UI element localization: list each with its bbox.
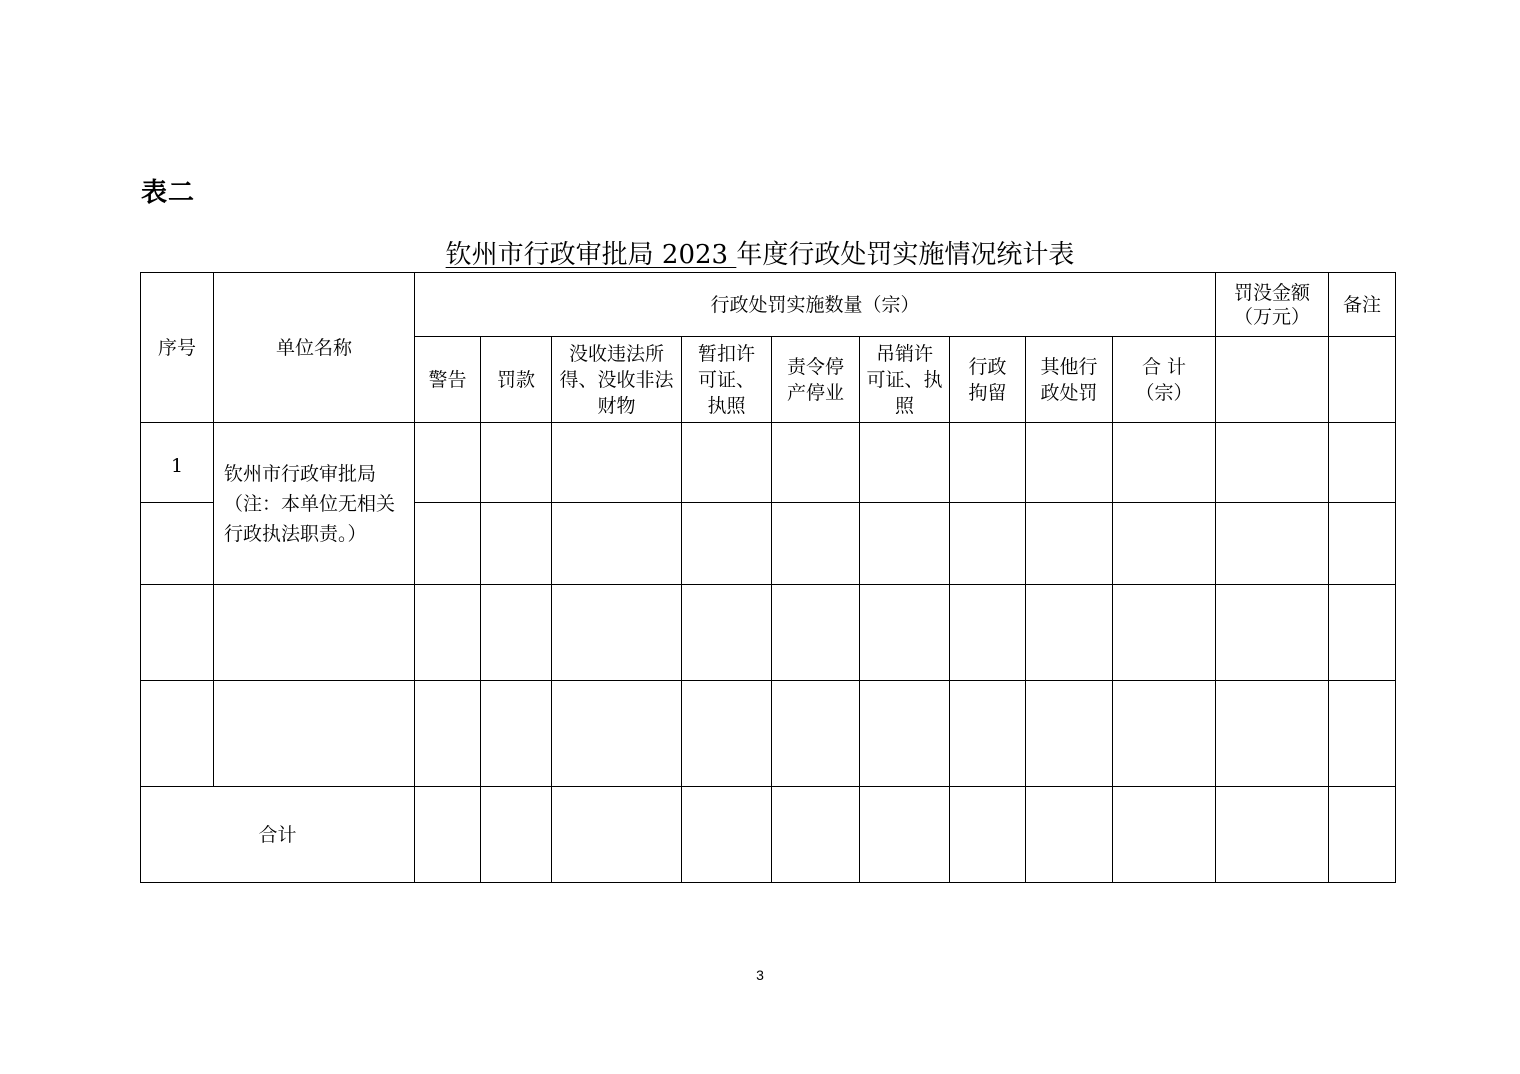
empty-cell [481, 585, 552, 681]
header-penalty-count-group: 行政处罚实施数量（宗） [415, 273, 1216, 337]
empty-cell [950, 503, 1026, 585]
empty-cell [682, 585, 772, 681]
document-title [0, 234, 1520, 271]
header-production-halt: 责令停 产停业 [772, 337, 860, 423]
empty-cell [1329, 585, 1396, 681]
empty-cell [682, 423, 772, 503]
empty-cell [415, 503, 481, 585]
empty-cell [481, 681, 552, 787]
empty-cell [415, 787, 481, 883]
row-seq: 1 [141, 423, 214, 503]
empty-cell [950, 681, 1026, 787]
empty-cell [1329, 681, 1396, 787]
empty-cell [214, 681, 415, 787]
empty-cell [415, 585, 481, 681]
empty-cell [1113, 423, 1216, 503]
empty-cell [772, 423, 860, 503]
header-fine-amount: 罚没金额 （万元） [1216, 273, 1329, 337]
empty-cell [1026, 423, 1113, 503]
statistics-table [140, 272, 1396, 883]
empty-cell [1026, 681, 1113, 787]
header-fine: 罚款 [481, 337, 552, 423]
empty-cell [1216, 681, 1329, 787]
total-label: 合计 [141, 787, 415, 883]
empty-cell [772, 787, 860, 883]
empty-cell [860, 423, 950, 503]
table-row [141, 423, 1396, 503]
empty-cell [415, 681, 481, 787]
empty-cell [682, 681, 772, 787]
total-row [141, 787, 1396, 883]
empty-cell [1329, 423, 1396, 503]
empty-cell [1216, 585, 1329, 681]
empty-cell [1026, 787, 1113, 883]
empty-cell [1329, 337, 1396, 423]
header-other-penalty: 其他行 政处罚 [1026, 337, 1113, 423]
empty-cell [950, 585, 1026, 681]
empty-cell [552, 585, 682, 681]
header-remark: 备注 [1329, 273, 1396, 337]
header-total-count: 合 计 （宗） [1113, 337, 1216, 423]
empty-cell [552, 787, 682, 883]
empty-cell [860, 585, 950, 681]
header-seq: 序号 [141, 273, 214, 423]
empty-cell [481, 423, 552, 503]
header-license-revocation: 吊销许 可证、执 照 [860, 337, 950, 423]
empty-cell [860, 681, 950, 787]
empty-cell [1216, 787, 1329, 883]
empty-cell [772, 681, 860, 787]
page-number: 3 [756, 967, 764, 983]
empty-cell [1113, 585, 1216, 681]
empty-cell [214, 585, 415, 681]
empty-cell [1216, 503, 1329, 585]
table-number: 表二 [141, 178, 196, 208]
empty-cell [1026, 585, 1113, 681]
header-unit-name: 单位名称 [214, 273, 415, 423]
empty-cell [682, 503, 772, 585]
empty-cell [552, 423, 682, 503]
empty-cell [415, 423, 481, 503]
header-warning: 警告 [415, 337, 481, 423]
empty-cell [860, 503, 950, 585]
empty-cell [682, 787, 772, 883]
table-row [141, 585, 1396, 681]
empty-cell [1026, 503, 1113, 585]
table-row [141, 681, 1396, 787]
title-part-1: 钦州市行政审批局 2023 [445, 240, 737, 270]
header-license-suspension: 暂扣许 可证、 执照 [682, 337, 772, 423]
empty-cell [1329, 787, 1396, 883]
empty-cell [1216, 337, 1329, 423]
empty-cell [481, 503, 552, 585]
empty-cell [552, 681, 682, 787]
empty-cell [481, 787, 552, 883]
empty-cell [141, 681, 214, 787]
empty-cell [772, 503, 860, 585]
empty-cell [552, 503, 682, 585]
empty-cell [1113, 503, 1216, 585]
title-part-2: 年度行政处罚实施情况统计表 [736, 240, 1075, 270]
header-confiscation: 没收违法所 得、没收非法 财物 [552, 337, 682, 423]
row-unit-name: 钦州市行政审批局 （注：本单位无相关 行政执法职责。） [214, 423, 415, 585]
empty-cell [950, 787, 1026, 883]
empty-cell [860, 787, 950, 883]
empty-cell [1113, 787, 1216, 883]
empty-cell [141, 585, 214, 681]
empty-cell [1329, 503, 1396, 585]
header-detention: 行政 拘留 [950, 337, 1026, 423]
empty-cell [141, 503, 214, 585]
empty-cell [772, 585, 860, 681]
empty-cell [1113, 681, 1216, 787]
empty-cell [950, 423, 1026, 503]
empty-cell [1216, 423, 1329, 503]
